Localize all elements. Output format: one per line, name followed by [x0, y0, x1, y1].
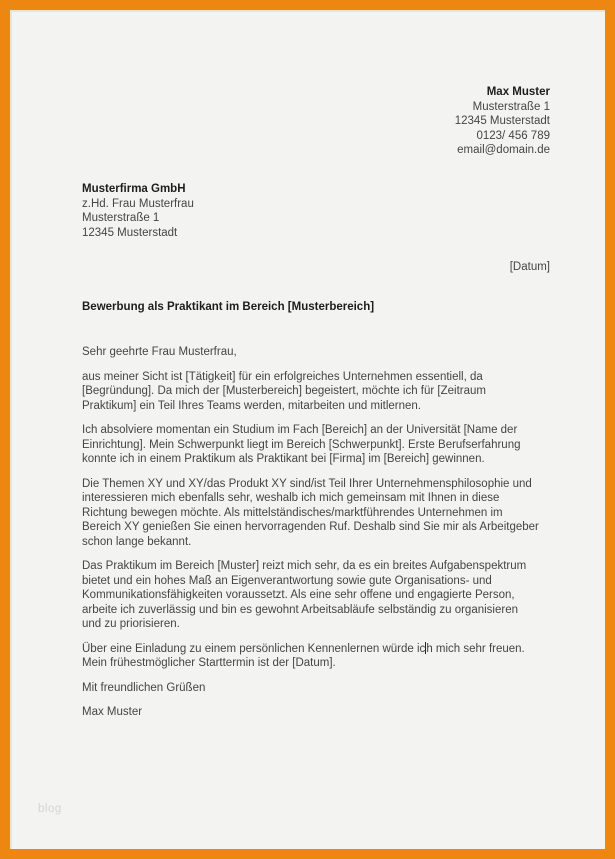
body-line: Bereich XY genießen Sie einen hervorragenden Ruf. Deshalb sind Sie mir als Arbeitgeber: [82, 521, 539, 533]
subject-line: Bewerbung als Praktikant im Bereich [Musterbereich]: [82, 301, 375, 313]
inner-border-line-top: [10, 10, 605, 12]
signature-name: Max Muster: [82, 706, 143, 718]
sender-city: 12345 Musterstadt: [454, 115, 550, 127]
body-line: Praktikum] ein Teil Ihres Teams werden, mitarbeiten und mitlernen.: [82, 399, 421, 412]
sender-phone: 0123/ 456 789: [476, 129, 550, 142]
body-line: konnte ich in einem Praktikum als Praktikant bei [Firma] im [Bereich] gewinnen.: [82, 453, 485, 465]
body-line: bietet und ein hohes Maß an Eigenverantwortung sowie gute Organisations- und: [82, 574, 492, 587]
sender-name: Max Muster: [486, 86, 550, 98]
sender-block: [455, 85, 550, 158]
body-line: interessieren mich ebenfalls sehr, weshalb ich mich gemeinsam mit Ihnen in diese: [82, 492, 500, 504]
sender-email: email@domain.de: [457, 144, 550, 156]
body-line: Einrichtung]. Mein Schwerpunkt liegt im Bereich [Schwerpunkt]. Erste Berufserfahrung: [82, 438, 521, 451]
salutation: Sehr geehrte Frau Musterfrau,: [82, 346, 237, 358]
body-line: Mein frühestmöglicher Starttermin ist der [Datum].: [82, 657, 336, 669]
recipient-street: Musterstraße 1: [82, 212, 160, 224]
caret-line-after: h mich sehr freuen.: [426, 642, 525, 655]
body-line: [82, 642, 562, 657]
closing-line: Mit freundlichen Grüßen: [82, 681, 206, 694]
body-line: aus meiner Sicht ist [Tätigkeit] für ein erfolgreiches Unternehmen essentiell, da: [82, 370, 483, 383]
body-line: Richtung bewegen möchte. Als mittelständisches/marktführendes Unternehmen im: [82, 506, 503, 519]
body-line: Ich absolviere momentan ein Studium im Fach [Bereich] an der Universität [Name der: [82, 424, 518, 436]
body-line: Kommunikationsfähigkeiten voraussetzt. Als eine sehr offene und engagierte Person,: [82, 589, 515, 601]
letter-body[interactable]: [82, 345, 562, 730]
body-line: [Begründung]. Da mich der [Musterbereich] begeistert, möchte ich für [Zeitraum: [82, 385, 486, 397]
recipient-block: [82, 182, 194, 240]
sender-street: Musterstraße 1: [472, 100, 550, 113]
date-placeholder: [Datum]: [509, 261, 550, 273]
body-line: Die Themen XY und XY/das Produkt XY sind/ist Teil Ihrer Unternehmensphilosophie und: [82, 477, 532, 490]
caret-line-before: Über eine Einladung zu einem persönlichen Kennenlernen würde ic: [82, 642, 426, 655]
body-line: arbeite ich zuverlässig und bin es gewohnt Arbeitsabläufe selbständig zu organisieren: [82, 603, 518, 616]
recipient-company: Musterfirma GmbH: [82, 183, 186, 195]
body-line: schon lange bekannt.: [82, 535, 192, 548]
recipient-city: 12345 Musterstadt: [82, 226, 178, 239]
body-line: und zu priorisieren.: [82, 618, 180, 630]
inner-border-line-left: [10, 10, 12, 849]
recipient-attn: z.Hd. Frau Musterfrau: [82, 197, 194, 210]
watermark-blog: blog: [38, 803, 62, 815]
body-line: Das Praktikum im Bereich [Muster] reizt mich sehr, da es ein breites Aufgabenspektrum: [82, 560, 527, 572]
